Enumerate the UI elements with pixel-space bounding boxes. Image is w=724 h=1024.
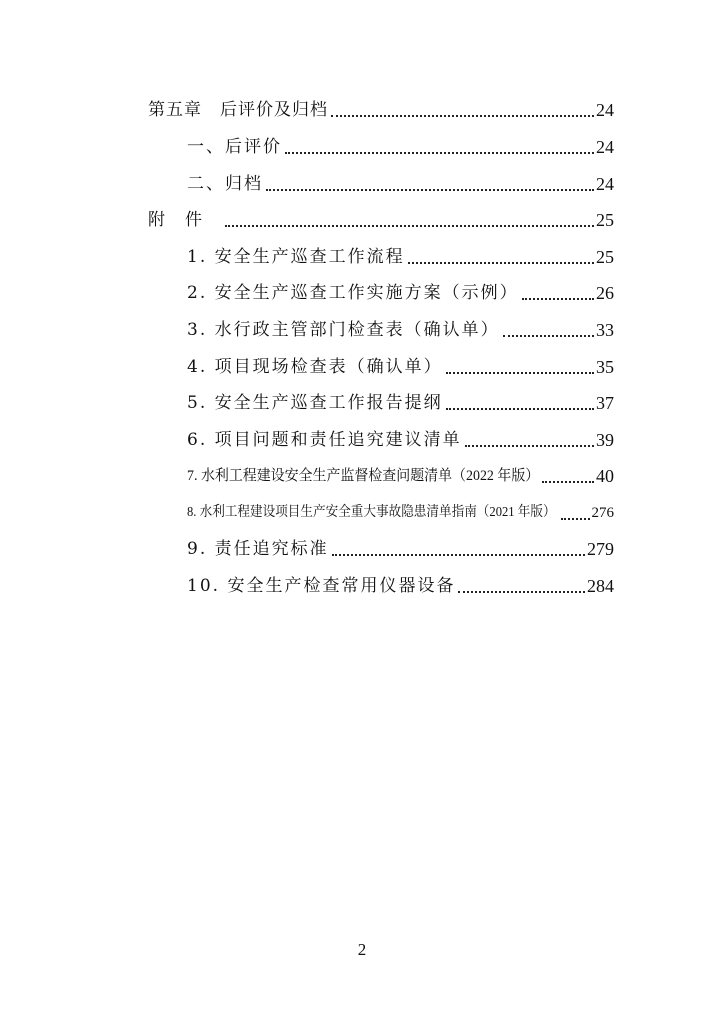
toc-entry-page: 40 xyxy=(596,466,614,486)
toc-entry-page: 284 xyxy=(587,576,614,596)
toc-entry-page: 25 xyxy=(596,210,614,230)
toc-leader-dots xyxy=(503,335,594,337)
toc-entry-page: 279 xyxy=(587,539,614,559)
toc-entry-annex-6[interactable] xyxy=(187,426,614,454)
toc-entry-annex-10[interactable] xyxy=(187,572,614,600)
toc-entry-page: 276 xyxy=(591,505,614,521)
toc-leader-dots xyxy=(285,152,594,154)
toc-entry-title: 4. 项目现场检查表（确认单） xyxy=(187,357,443,377)
toc-entry-chapter-5[interactable] xyxy=(148,96,614,124)
toc-entry-archiving[interactable] xyxy=(187,170,614,198)
toc-entry-title: 1. 安全生产巡查工作流程 xyxy=(187,247,405,267)
toc-leader-dots xyxy=(561,518,590,520)
toc-entry-annex-2[interactable] xyxy=(187,279,614,307)
toc-entry-title: 9. 责任追究标准 xyxy=(187,539,329,559)
toc-entry-title: 8. 水利工程建设项目生产安全重大事故隐患清单指南（2021 年版） xyxy=(187,505,556,520)
toc-entry-page: 24 xyxy=(596,174,614,194)
toc-leader-dots xyxy=(446,372,594,374)
toc-leader-dots xyxy=(408,262,594,264)
toc-leader-dots xyxy=(225,225,594,227)
toc-entry-page: 35 xyxy=(596,357,614,377)
toc-leader-dots xyxy=(542,481,594,483)
toc-entry-title: 附件 xyxy=(148,210,222,230)
toc-entry-annex-7[interactable] xyxy=(187,462,614,490)
toc-entry-title: 5. 安全生产巡查工作报告提纲 xyxy=(187,393,443,413)
toc-entry-title: 第五章 后评价及归档 xyxy=(148,100,328,120)
toc-entry-page: 39 xyxy=(596,430,614,450)
toc-entry-annex-1[interactable] xyxy=(187,243,614,271)
toc-entry-annex-3[interactable] xyxy=(187,316,614,344)
toc-entry-page: 37 xyxy=(596,393,614,413)
toc-leader-dots xyxy=(522,298,594,300)
toc-entry-page: 24 xyxy=(596,137,614,157)
toc-entry-annex-4[interactable] xyxy=(187,353,614,381)
toc-leader-dots xyxy=(332,554,585,556)
toc-leader-dots xyxy=(446,408,594,410)
toc-entry-annex-5[interactable] xyxy=(187,389,614,417)
toc-entry-title: 7. 水利工程建设安全生产监督检查问题清单（2022 年版） xyxy=(187,468,540,484)
toc-leader-dots xyxy=(266,189,594,191)
toc-entry-post-evaluation[interactable] xyxy=(187,133,614,161)
toc-entry-title: 一、后评价 xyxy=(187,137,282,157)
toc-entry-page: 24 xyxy=(596,100,614,120)
toc-entry-title: 2. 安全生产巡查工作实施方案（示例） xyxy=(187,283,519,303)
toc-entry-annex[interactable] xyxy=(148,206,614,234)
toc-entry-page: 33 xyxy=(596,320,614,340)
toc-entry-annex-8[interactable] xyxy=(187,499,614,527)
toc-entry-title: 6. 项目问题和责任追究建议清单 xyxy=(187,430,462,450)
toc-leader-dots xyxy=(331,115,594,117)
toc-leader-dots xyxy=(465,445,594,447)
toc-entry-page: 25 xyxy=(596,247,614,267)
toc-entry-title: 3. 水行政主管部门检查表（确认单） xyxy=(187,320,500,340)
toc-entry-title: 10. 安全生产检查常用仪器设备 xyxy=(187,576,456,596)
toc-entry-page: 26 xyxy=(596,283,614,303)
toc-entry-annex-9[interactable] xyxy=(187,535,614,563)
toc-leader-dots xyxy=(458,591,585,593)
page-number: 2 xyxy=(357,940,367,959)
toc-entry-title: 二、归档 xyxy=(187,174,263,194)
